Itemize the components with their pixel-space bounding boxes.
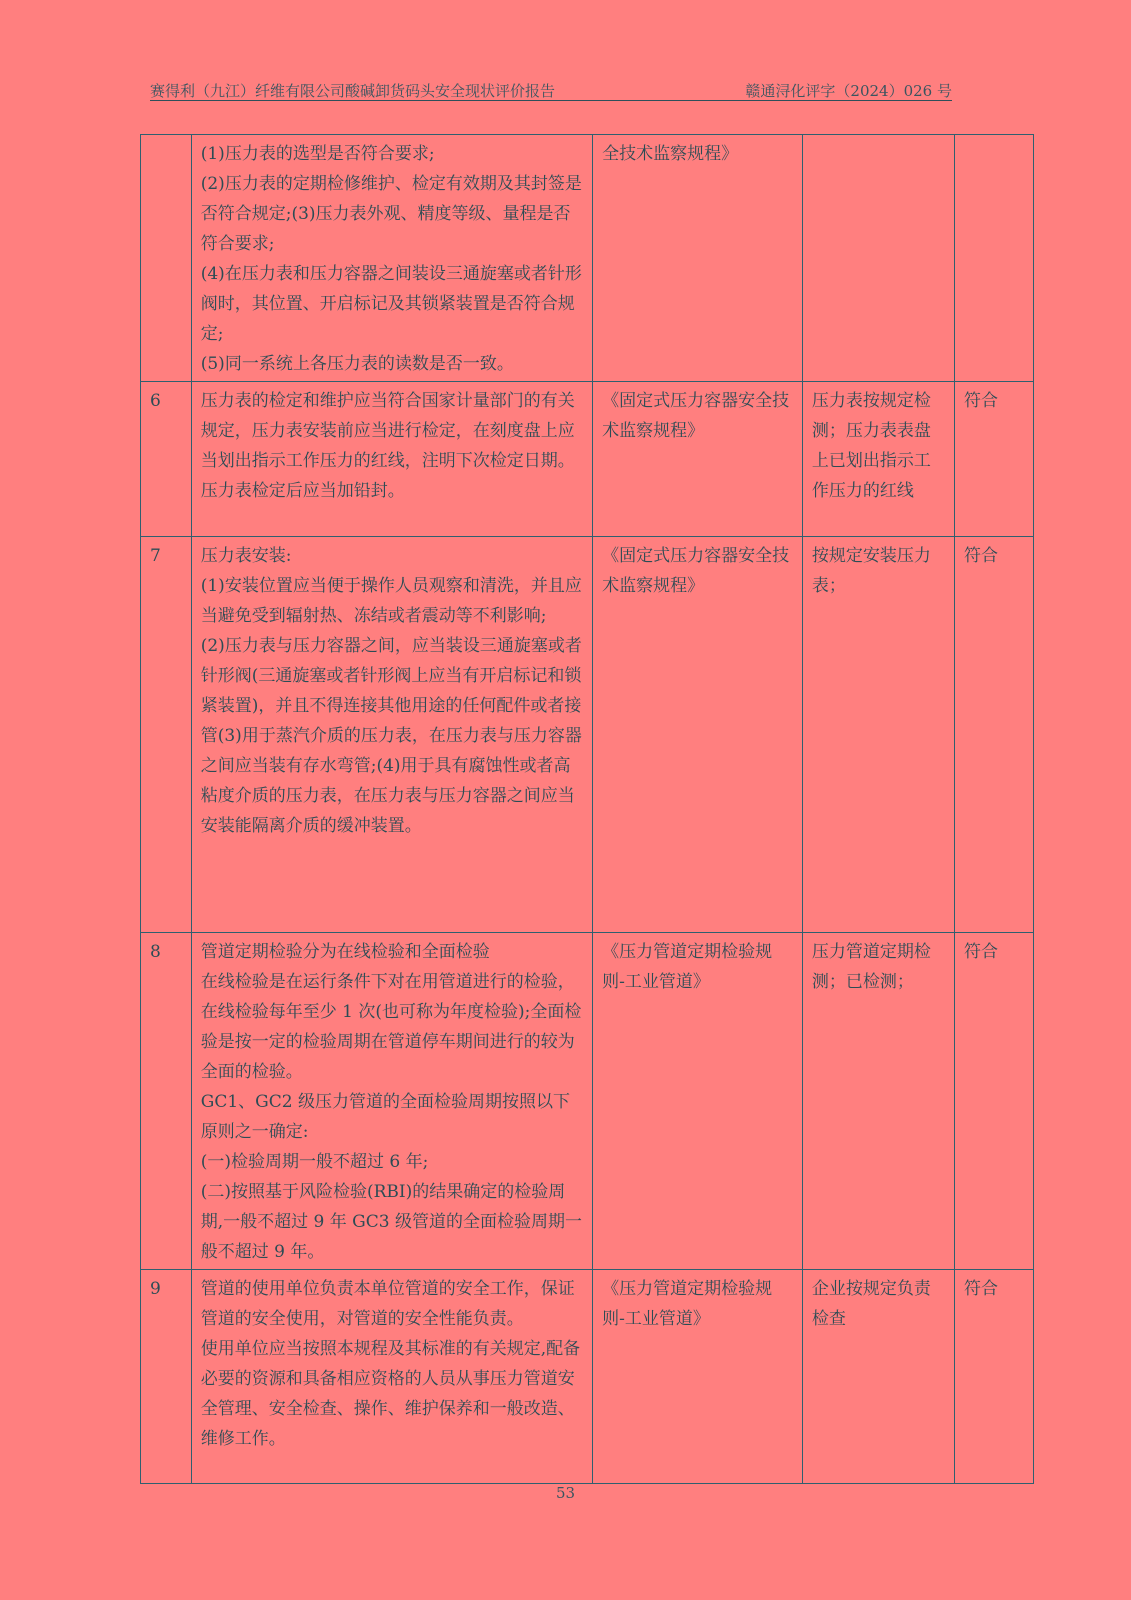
- row-number: 9: [141, 1270, 192, 1484]
- check-content: [191, 537, 592, 933]
- table-row: [141, 135, 1034, 382]
- row-number: 8: [141, 933, 192, 1270]
- content-line: 压力表安装:: [200, 546, 292, 566]
- content-line: (2)压力表与压力容器之间，应当装设三通旋塞或者针形阀(三通旋塞或者针形阀上应当有开启标记和锁紧装置)，并且不得连接其他用途的任何配件或者接管(3)用于蒸汽介质的压力表，在压力表与压力容器之间应当装有存水弯管;(4)用于具有腐蚀性或者高粘度介质的压力表，在压力表与压力容器之间应当安装能隔离介质的缓冲装置。: [200, 636, 582, 836]
- content-line: GC1、GC2 级压力管道的全面检验周期按照以下原则之一确定:: [200, 1092, 570, 1142]
- status-cell: [802, 135, 954, 382]
- table-row: [141, 382, 1034, 537]
- basis-cell: 全技术监察规程》: [593, 135, 803, 382]
- table-row: [141, 933, 1034, 1270]
- status-cell: 压力表按规定检测；压力表表盘上已划出指示工作压力的红线: [802, 382, 954, 537]
- content-line: (2)压力表的定期检修维护、检定有效期及其封签是否符合规定;(3)压力表外观、精度等级、量程是否符合要求;: [200, 174, 582, 254]
- page-number: 53: [555, 1484, 576, 1502]
- content-line: (1)安装位置应当便于操作人员观察和清洗，并且应当避免受到辐射热、冻结或者震动等不利影响;: [200, 576, 582, 626]
- content-line: 压力表的检定和维护应当符合国家计量部门的有关规定，压力表安装前应当进行检定，在刻度盘上应当划出指示工作压力的红线，注明下次检定日期。压力表检定后应当加铅封。: [200, 391, 575, 501]
- check-content: [191, 1270, 592, 1484]
- table-row: [141, 1270, 1034, 1484]
- result-cell: 符合: [955, 537, 1034, 933]
- row-number: 7: [141, 537, 192, 933]
- status-cell: 压力管道定期检测；已检测；: [802, 933, 954, 1270]
- result-cell: 符合: [955, 933, 1034, 1270]
- status-cell: 按规定安装压力表；: [802, 537, 954, 933]
- basis-cell: 《固定式压力容器安全技术监察规程》: [593, 382, 803, 537]
- content-line: 管道的使用单位负责本单位管道的安全工作，保证管道的安全使用，对管道的安全性能负责。: [200, 1279, 575, 1329]
- header-report-title: 赛得利（九江）纤维有限公司酸碱卸货码头安全现状评价报告: [150, 82, 556, 100]
- content-line: (二)按照基于风险检验(RBI)的结果确定的检验周期,一般不超过 9 年 GC3 级管道的全面检验周期一般不超过 9 年。: [200, 1182, 582, 1262]
- basis-cell: 《压力管道定期检验规则-工业管道》: [593, 933, 803, 1270]
- page-header: [150, 80, 952, 101]
- content-line: 使用单位应当按照本规程及其标准的有关规定,配备必要的资源和具备相应资格的人员从事压力管道安全管理、安全检查、操作、维护保养和一般改造、维修工作。: [200, 1339, 581, 1449]
- basis-cell: 《固定式压力容器安全技术监察规程》: [593, 537, 803, 933]
- row-number: 6: [141, 382, 192, 537]
- result-cell: 符合: [955, 382, 1034, 537]
- table-row: [141, 537, 1034, 933]
- content-line: (一)检验周期一般不超过 6 年;: [200, 1152, 429, 1172]
- content-line: (1)压力表的选型是否符合要求;: [200, 144, 435, 164]
- basis-cell: 《压力管道定期检验规则-工业管道》: [593, 1270, 803, 1484]
- status-cell: 企业按规定负责检查: [802, 1270, 954, 1484]
- content-line: 管道定期检验分为在线检验和全面检验: [200, 942, 490, 962]
- check-content: [191, 933, 592, 1270]
- result-cell: 符合: [955, 1270, 1034, 1484]
- content-line: (5)同一系统上各压力表的读数是否一致。: [200, 354, 514, 374]
- header-report-number: 赣通浔化评字（2024）026 号: [745, 82, 952, 100]
- result-cell: [955, 135, 1034, 382]
- row-number: [141, 135, 192, 382]
- check-content: [191, 382, 592, 537]
- check-content: [191, 135, 592, 382]
- content-line: (4)在压力表和压力容器之间装设三通旋塞或者针形阀时，其位置、开启标记及其锁紧装置是否符合规定;: [200, 264, 582, 344]
- evaluation-table: [140, 134, 1034, 1484]
- content-line: 在线检验是在运行条件下对在用管道进行的检验，在线检验每年至少 1 次(也可称为年度检验);全面检验是按一定的检验周期在管道停车期间进行的较为全面的检验。: [200, 972, 582, 1082]
